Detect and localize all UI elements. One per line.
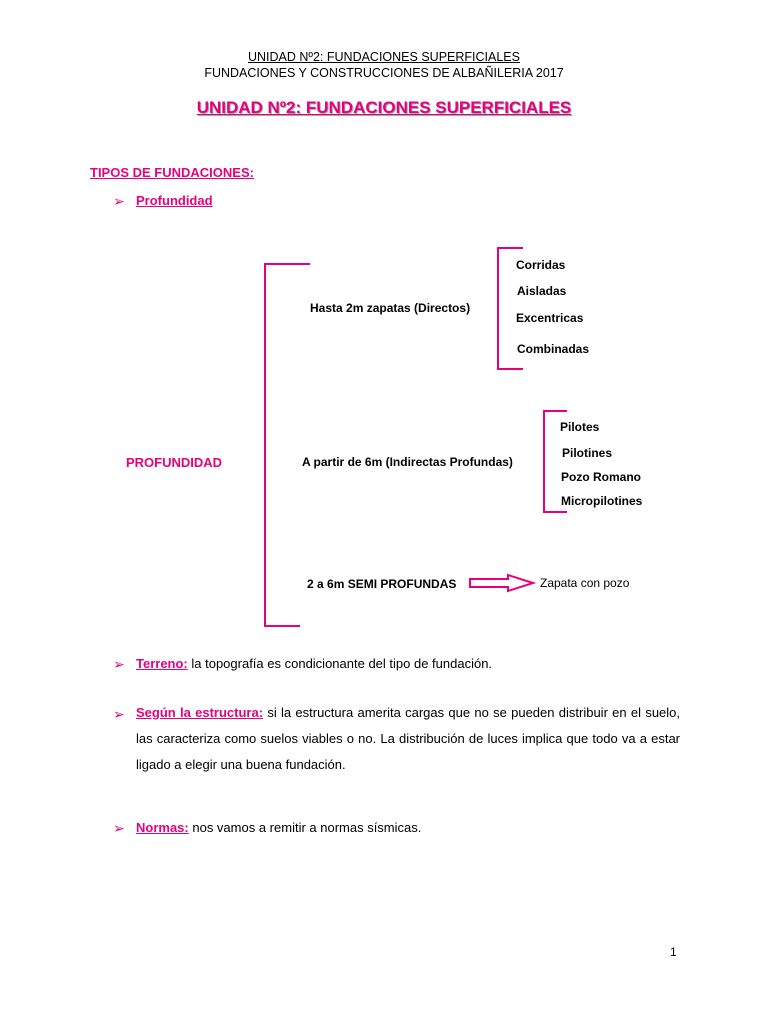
section-title: TIPOS DE FUNDACIONES: [90, 165, 254, 180]
profundidad-label: Profundidad [136, 193, 213, 208]
bracket-profundas-bottom [543, 511, 567, 513]
branch-semi-label: 2 a 6m SEMI PROFUNDAS [307, 577, 457, 591]
terreno-text: la topografía es condicionante del tipo de fundación. [187, 656, 493, 671]
list-item: Combinadas [517, 342, 590, 356]
estructura-label: Según la estructura: [136, 705, 264, 720]
page-title: UNIDAD Nº2: FUNDACIONES SUPERFICIALES [196, 98, 572, 117]
bracket-directos-vertical [497, 247, 499, 370]
normas-label: Normas: [136, 820, 189, 835]
list-item: Micropilotines [561, 494, 643, 508]
estructura-item [136, 700, 680, 778]
arrow-right-icon [468, 573, 536, 593]
branch-directos-label: Hasta 2m zapatas (Directos) [310, 301, 471, 315]
bullet-arrow-icon: ➢ [113, 706, 125, 722]
list-item: Pilotines [562, 446, 613, 460]
list-item: Pilotes [560, 420, 600, 434]
normas-text: nos vamos a remitir a normas sísmicas. [188, 820, 422, 835]
bullet-arrow-icon: ➢ [113, 656, 125, 672]
list-item: Excentricas [516, 311, 584, 325]
bullet-arrow-icon: ➢ [113, 820, 125, 836]
zapata-result: Zapata con pozo [540, 576, 630, 590]
terreno-item [136, 656, 492, 671]
list-item: Corridas [516, 258, 566, 272]
estructura-text: si la estructura amerita cargas que no se pueden distribuir en el suelo, las caracteriza como suelos viables o no. La distribución de luces implica que todo va a estar ligado a elegir una buena fundación. [136, 705, 681, 772]
bracket-profundas-vertical [543, 410, 545, 513]
bracket-profundas-top [543, 410, 567, 412]
header-line-2: FUNDACIONES Y CONSTRUCCIONES DE ALBAÑILERIA 2017 [204, 66, 564, 80]
bracket-directos-bottom [497, 368, 523, 370]
bracket-directos-top [497, 247, 523, 249]
main-bracket-vertical [264, 263, 266, 627]
list-item: Pozo Romano [561, 470, 641, 484]
list-item: Aisladas [517, 284, 567, 298]
main-bracket-bottom [264, 625, 300, 627]
header-line-1: UNIDAD Nº2: FUNDACIONES SUPERFICIALES [248, 50, 520, 64]
normas-item [136, 820, 421, 835]
terreno-label: Terreno: [136, 656, 188, 671]
diagram-root-label: PROFUNDIDAD [126, 455, 223, 470]
main-bracket-top [264, 263, 310, 265]
page-number: 1 [670, 945, 677, 959]
branch-profundas-label: A partir de 6m (Indirectas Profundas) [302, 455, 513, 469]
bullet-arrow-icon: ➢ [113, 193, 125, 209]
